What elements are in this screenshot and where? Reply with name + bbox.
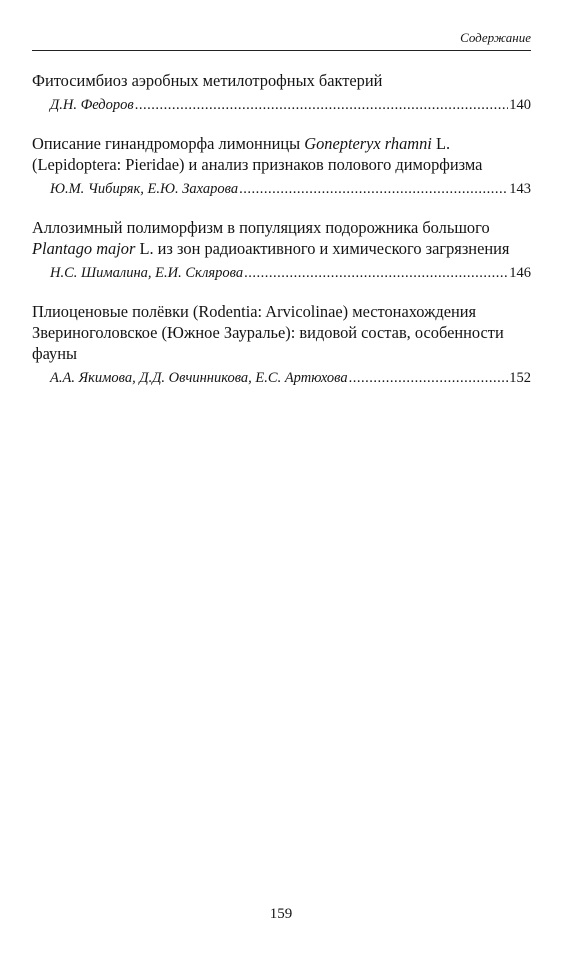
toc-entry-authors: Ю.М. Чибиряк, Е.Ю. Захарова	[50, 181, 239, 197]
title-text: Описание гинандроморфа лимонницы	[32, 134, 305, 153]
page-number: 159	[269, 906, 293, 922]
title-text: Аллозимный полиморфизм в популяциях подорожника большого	[32, 218, 490, 237]
toc-entry-authors: Н.С. Шималина, Е.И. Склярова	[50, 265, 244, 281]
toc-entry	[32, 301, 531, 388]
title-species-name: Gonepteryx rhamni	[304, 134, 432, 153]
toc-entry-author-line	[50, 95, 531, 115]
dot-leader	[239, 179, 508, 199]
toc-entry-title	[32, 217, 531, 259]
title-text: L. (Lepidoptera: Pieridae) и анализ признаков полового диморфизма	[32, 134, 483, 174]
toc-entry	[32, 70, 531, 115]
running-header	[32, 30, 531, 51]
running-header-title: Содержание	[460, 30, 531, 45]
toc-entry-page: 146	[509, 265, 531, 281]
title-text: L. из зон радиоактивного и химического загрязнения	[135, 239, 510, 258]
toc-entry-page: 143	[509, 181, 531, 197]
dot-leader	[244, 263, 508, 283]
toc-entry-author-line	[50, 179, 531, 199]
toc-entry-title	[32, 133, 531, 175]
toc-entry-page: 140	[509, 97, 531, 113]
toc-entry-title	[32, 301, 531, 364]
dot-leader	[135, 95, 509, 115]
toc-entry	[32, 217, 531, 283]
dot-leader	[349, 368, 509, 388]
title-text: Плиоценовые полёвки (Rodentia: Arvicolinae) местонахождения Звериноголовское (Южное Зауралье): видовой состав, особенности фауны	[32, 302, 504, 363]
toc-entry-page: 152	[509, 370, 531, 386]
title-species-name: Plantago major	[32, 239, 136, 258]
title-text: Фитосимбиоз аэробных метилотрофных бактерий	[32, 71, 383, 90]
toc-entry-title	[32, 70, 531, 91]
toc-entry-authors: Д.Н. Федоров	[50, 97, 134, 113]
toc-entry-author-line	[50, 263, 531, 283]
toc-entry-authors: А.А. Якимова, Д.Д. Овчинникова, Е.С. Артюхова	[50, 370, 348, 386]
table-of-contents	[32, 70, 531, 406]
toc-entry-author-line	[50, 368, 531, 388]
toc-entry	[32, 133, 531, 199]
